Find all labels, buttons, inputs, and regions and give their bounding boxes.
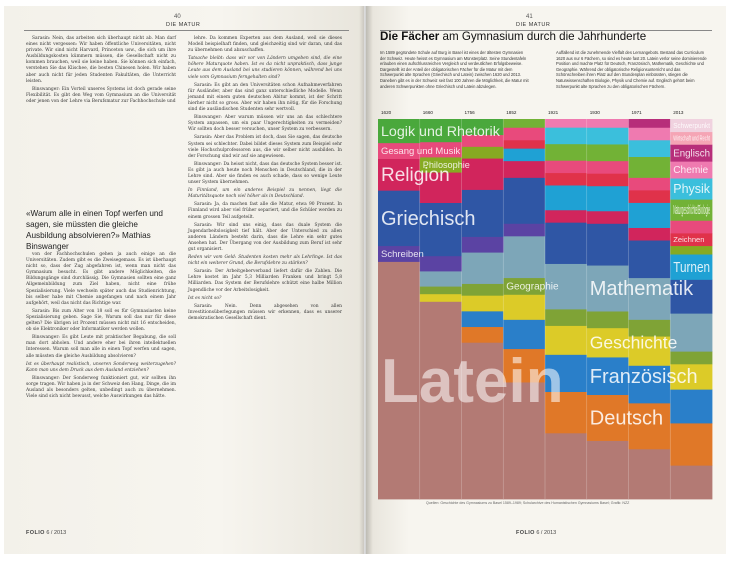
bar-segment xyxy=(670,465,712,499)
paragraph: Binswanger: Da heisst nicht, dass das deutsche System besser ist. Es gibt ja auch heute noch Menschen in Deutschland, die in der Lehre sind. Aber sie finden es auch schade, dass so wenige Leute unser System übernehmen. xyxy=(188,161,342,186)
intro-right: Auffallend ist die zunehmende Vielfalt des Lernangebots. Bestand das Curriculum 1620 aus nur 6 Fächern, so sind es heute fast 20. Latein verlor seine dominierende Position und machte Platz für Deutsch, Französisch, Mathematik, Geschichte und Geographie. Während der obligatorische Religionsunterricht und das Schönschreiben ihren Platz auf den Stundenplan einbüssten, stiegen die Naturwissenschaften Biologie, Physik und Chemie auf. Englisch gehört beim Schwerpunkt alte Sprachen zu den obligatorischen Fächern. xyxy=(556,50,707,89)
bar-segment xyxy=(503,148,545,161)
bar-segment xyxy=(670,220,712,233)
bar-segment xyxy=(462,327,504,343)
section-label: DIE MATUR xyxy=(516,22,551,28)
paragraph: Binswanger: Es gibt Leute mit praktischer Begabung, die soll man dort abholen. Und andere eher bei ihren intellektuellen Interessen. Warum soll man alle in einen Topf werfen und sagen, alle müssten die gleiche Ausbildung absolvieren? xyxy=(26,335,176,359)
bar-segment xyxy=(462,237,504,253)
paragraph: Binswanger: Aber warum müssen wir uns an das schlechtere System anpassen, um ein paar Ungerechtigkeiten zu vermeiden? Wir sollten doch besser versuchen, unser System zu verbessern. xyxy=(188,115,342,133)
header-rule xyxy=(24,30,349,31)
bar-segment xyxy=(420,294,462,302)
bar-segment xyxy=(629,140,671,157)
series-label: Logik und Rhetorik xyxy=(381,123,500,140)
series-label: Religion xyxy=(381,165,450,187)
bar-segment xyxy=(587,173,629,186)
bar-segment xyxy=(629,228,671,241)
bar-segment xyxy=(587,441,629,500)
folio-issue: 6 / 2013 xyxy=(536,530,557,536)
series-label: Geschichte xyxy=(589,332,678,353)
bar-segment xyxy=(420,256,462,272)
folio-footer xyxy=(516,530,556,536)
paragraph: lehre. Da kommen Experten aus dem Ausland, weil sie dieses Modell beispielhaft finden, und gleichzeitig sind wir daran, und das zu übernehmen und abzuschaffen. xyxy=(188,36,342,54)
bar-segment xyxy=(503,119,545,128)
paragraph: Binswanger: Der Sonderweg funktioniert gut, wir sollten ihn sorge tragen. Wir haben ja in der Schweiz den Hang, Dinge, die im Ausland als besonders gelten, unbedingt auch zu übernehmen. Viele sind sich nicht bewusst, welche Auswirkungen das hätte. xyxy=(26,375,176,400)
bar-segment xyxy=(587,127,629,144)
folio-brand: FOLIO xyxy=(26,530,45,536)
bar-segment xyxy=(503,236,545,278)
bar-segment xyxy=(545,144,587,161)
bar-segment xyxy=(587,223,629,265)
question: Ist es nicht so? xyxy=(188,295,222,301)
series-label: Gesang und Musik xyxy=(381,145,461,157)
bar-segment xyxy=(629,157,671,178)
question: Ist es überhaupt realistisch, unseren Sonderweg weiterzugehen? Kann man uns dem Druck aus dem Ausland entziehen? xyxy=(26,361,176,373)
stacked-subject-chart xyxy=(378,119,712,499)
column-2 xyxy=(188,36,342,520)
bar-segment xyxy=(545,173,587,186)
bar-segment xyxy=(462,146,504,158)
year-label: 1660 xyxy=(422,110,433,115)
bar-segment xyxy=(462,252,504,284)
bar-segment xyxy=(587,119,629,128)
bar-segment xyxy=(462,311,504,327)
series-label: Physik xyxy=(673,182,711,197)
series-label: Zeichnen xyxy=(673,234,705,244)
series-label: Wirtschaft und Recht xyxy=(673,133,711,143)
year-label: 1620 xyxy=(381,110,392,115)
bar-segment xyxy=(670,246,712,255)
question: Tatsache bleibt: dass wir vor von Ländern umgeben sind, die eine höhere Maturquote haben. Ist es da nicht unpraktisch, dass junge Leute aus dem Ausland bei uns studieren können, während bei uns viele vom Gymnasium ferngehalten sind? xyxy=(188,56,342,80)
series-label: Griechisch xyxy=(381,207,476,230)
magazine-spread xyxy=(4,6,726,554)
folio-brand: FOLIO xyxy=(516,530,535,536)
chart-headline xyxy=(380,30,646,43)
paragraph: Sarasin: Aber das Problem ist doch, dass Sie sagen, das deutsche System sei schlechter. Dabei bildet dieses System zum Beispiel sehr viele Hochschulprofessoren aus, die wir selber nicht ausbilden. In der Forschung sind wir auf sie angewiesen. xyxy=(188,135,342,159)
bar-segment xyxy=(545,433,587,499)
paragraph: Sarasin: Bis zum Alter von 18 soll es für Gymnasiasten keine Spezialisierung geben. Sage Sie, Warum soll das nur für diese gelten? Die übrigen ist Prozent müssen nicht mit 16 entscheiden, ob sie Elektroniker oder Informatiker werden wollen. xyxy=(26,308,176,333)
intro-left: Im 1589 gegründete Schule auf Burg in Basel ist eines der ältesten Gymnasien der Schweiz. Heute heisst es Gymnasium am Münsterplatz. Seine Stundentafeln erlauben einen aufschlussreichen Vergleich und verdeutlichen Erfolgsbeweise. Dargestellt ist der Anteil der obligatorischen Fächer für die Matur mit dem Schwerpunkt alte Sprachen (Griechisch und Latein) zwischen 1620 und 2013. Daneben gibt es in der Schweiz seit fast 100 Jahren die Möglichkeit, die Matur mit anderen Schwerpunkten ohne Griechisch und Latein abzulegen. xyxy=(380,50,529,89)
bar-segment xyxy=(587,311,629,328)
paragraph: Sarasin: Ja, da machen fast alle die Matur, etwa 90 Prozent. In Finnland wird aber viel früher separiert, und die Schüler werden zu einem grossen Teil aufgeteilt. xyxy=(188,202,342,220)
series-label: Latein xyxy=(381,346,564,416)
bar-segment xyxy=(503,161,545,178)
folio-footer xyxy=(26,530,66,536)
column-1-top xyxy=(26,36,176,206)
headline-light: am Gymnasium durch die Jahrhunderte xyxy=(442,30,647,43)
paragraph: Sarasin: Nein. Denn abgesehen von allen Investitionsüberlegungen müssen wir erkennen, dass es unserer demokratischen Gesellschaft dient. xyxy=(188,303,342,321)
year-label: 1971 xyxy=(631,110,642,115)
paragraph: Sarasin: Es gibt an den Universitäten schon Aufnahmeverfahren für Ausländer, aber das sind ganz unterschiedliche Modelle. Wenn jemand mit einem guten deutschen Abitur kommt, ist der Schritt hierher nicht so gross. Aber wir haben ihn nötig, für die Forschung sind die ausländischen Studenten sehr wertvoll. xyxy=(188,82,342,113)
series-label: Schreiben xyxy=(381,248,424,260)
headline-bold: Die Fächer xyxy=(380,30,440,43)
bar-segment xyxy=(670,351,712,364)
bar-segment xyxy=(587,211,629,224)
bar-segment xyxy=(545,222,587,264)
bar-segment xyxy=(545,160,587,173)
left-page xyxy=(4,6,364,554)
bar-segment xyxy=(503,319,545,349)
bar-segment xyxy=(629,449,671,500)
book-gutter xyxy=(359,6,373,554)
bar-segment xyxy=(420,286,462,294)
series-label: Naturgeschichte/Biologie xyxy=(673,203,710,218)
paragraph: von der Fachhochschulen gehen ja auch einige an die Universitäten. Zudem gibt es die Zweisegemass. Es ist überhaupt nicht so, dass der Zug abgefahren ist, wenn man nicht das Gymnasium besucht. Es gibt andere Möglichkeiten, die Bildungsgänge sind durchlässig. Die Gymnasien sollten eine ganz Allgemeinbildung zum Ziel haben, nicht eine frühe Spezialisierung. Viele wechseln später auch das Studienrichtung, bis selber habe mit Chemie angefangen und nach einem Jahr aufgehört, weil das nicht das Richtige war. xyxy=(26,252,176,306)
paragraph: Sarasin: Wir sind uns einig, dass das duale System die Jugendarbeitslosigkeit tief hält. Aber der Unterschied zu allen anderen Ländern besteht darin, dass die Lehre ein sehr gutes Ansehen hat. Der Übergang von der Ausbildung zum Beruf ist sehr gut organisiert. xyxy=(188,222,342,252)
series-label: Englisch xyxy=(673,148,710,160)
bar-segment xyxy=(503,223,545,236)
pull-quote: «Warum alle in einen Topf werfen und sagen, sie müssten die gleiche Ausbildung absolvieren?» Mathias Binswanger xyxy=(26,209,163,251)
bar-segment xyxy=(629,127,671,140)
bar-segment xyxy=(503,294,545,319)
question: In Finnland, um ein anderes Beispiel zu nennen, liegt die Maturitätsquote noch viel höher als in Deutschland. xyxy=(188,188,342,200)
bar-segment xyxy=(670,389,712,423)
bar-segment xyxy=(503,140,545,149)
bar-segment xyxy=(420,271,462,287)
bar-segment xyxy=(629,190,671,203)
bar-segment xyxy=(629,119,671,128)
bar-segment xyxy=(629,177,671,190)
bar-segment xyxy=(629,203,671,228)
bar-segment xyxy=(503,127,545,140)
bar-segment xyxy=(587,186,629,211)
bar-segment xyxy=(587,161,629,174)
bar-segment xyxy=(462,295,504,311)
bar-segment xyxy=(587,144,629,161)
series-label: Philosophie xyxy=(422,159,470,170)
year-label: 1756 xyxy=(464,110,475,115)
bar-segment xyxy=(545,127,587,144)
series-label: Französisch xyxy=(589,365,698,388)
year-label: 1852 xyxy=(506,110,517,115)
paragraph: Binswanger: Ein Vorteil unseres Systems ist doch gerade seine Flexibilität. Es gibt den Weg vom Gymnasium an die Universität oder jenen von der Lehre via Berufsmatur zur Fachhochschule und xyxy=(26,86,176,104)
year-label: 1930 xyxy=(589,110,600,115)
bar-segment xyxy=(503,177,545,223)
paragraph: Sarasin: Nein, das arbeiten sich überhaupt nicht ab. Man darf eines nicht vergessen: Wir haben öffentliche Universitäten, nicht private. Wir sind nicht Harvard, Princeton usw., die sich um ihre Ausbildungskosten kümmern müssen, die Gesellschaft nicht zu kommen brauchen, weil sie keine haben. Sie können sich einfach, verstehen Sie das Klischee, die besten Chinesen holen. Wir haben aber auch nicht für jeden Studenten Fakultäten, die Unterricht leisten. xyxy=(26,36,176,84)
series-label: Schwerpunkt xyxy=(673,120,711,130)
folio-issue: 6 / 2013 xyxy=(46,530,67,536)
series-label: Turnen xyxy=(673,259,710,277)
right-page xyxy=(366,6,726,554)
question: Reden wir vom Geld: Studenten kosten mehr als Lehrlinge. Ist das nicht ein weiterer Grund, die Berufslehre zu stärken? xyxy=(188,255,342,267)
series-label: Chemie xyxy=(673,165,709,177)
series-label: Geographie xyxy=(506,281,559,293)
series-label: Deutsch xyxy=(589,407,664,430)
bar-segment xyxy=(545,185,587,210)
year-label: 2013 xyxy=(673,110,684,115)
bar-segment xyxy=(670,423,712,466)
year-label: 1921 xyxy=(548,110,559,115)
column-1-bottom xyxy=(26,252,176,520)
paragraph: Sarasin: Der Arbeitgeberverband liefert dafür die Zahlen. Die Lehre kostet im Jahr 5,3 Milliarden Franken und bringt 5,8 Milliarden. Das System der Berufslehre schützt eine halbe Million Jugendliche vor der Arbeitslosigkeit. xyxy=(188,269,342,293)
bar-segment xyxy=(462,284,504,296)
bar-segment xyxy=(629,240,671,278)
series-label: Mathematik xyxy=(589,278,694,301)
page-number: 40 xyxy=(174,14,181,20)
bar-segment xyxy=(545,210,587,223)
section-label: DIE MATUR xyxy=(166,22,201,28)
chart-source: Quellen: Geschichte des Gymnasiums zu Basel 1589–1989; Schularchive des Humanistischen Gymnasiums Basel; Grafik: NZZ xyxy=(426,501,630,505)
bar-segment xyxy=(545,119,587,128)
bar-segment xyxy=(545,309,587,326)
page-number: 41 xyxy=(526,14,533,20)
